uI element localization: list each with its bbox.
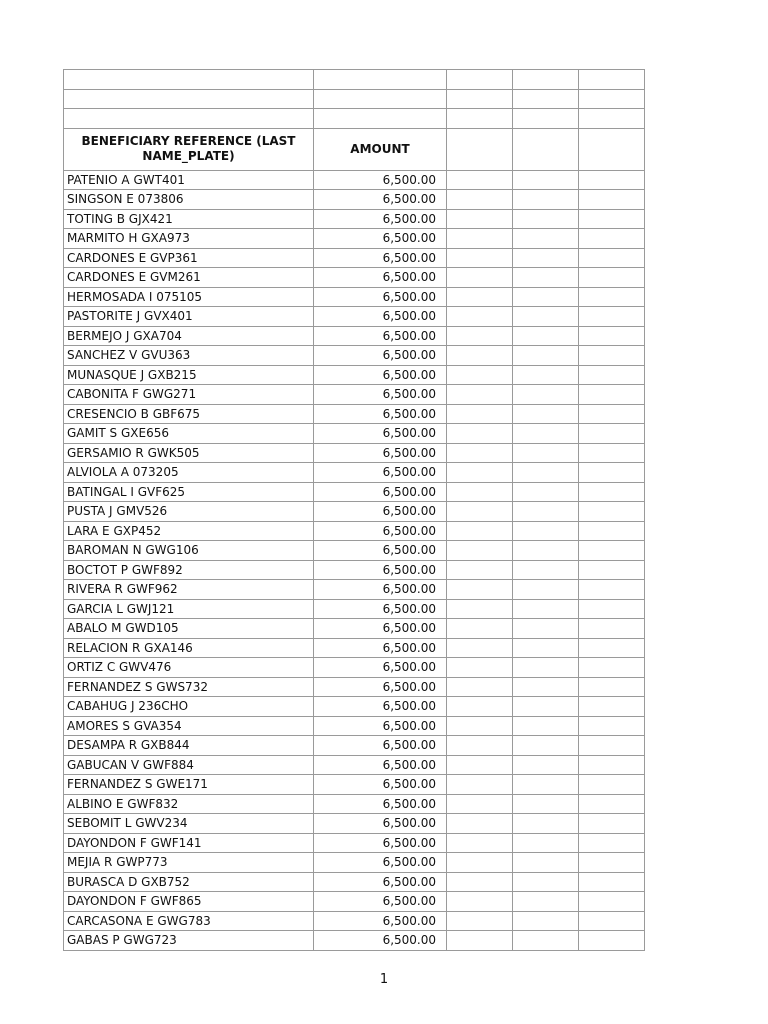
table-row bbox=[64, 833, 645, 853]
amount-cell: 6,500.00 bbox=[314, 307, 447, 327]
amount-cell: 6,500.00 bbox=[314, 853, 447, 873]
empty-cell bbox=[447, 404, 513, 424]
empty-cell bbox=[513, 833, 579, 853]
empty-cell bbox=[579, 248, 645, 268]
empty-cell bbox=[447, 911, 513, 931]
empty-cell bbox=[579, 931, 645, 951]
beneficiary-table bbox=[63, 69, 645, 951]
empty-cell bbox=[447, 658, 513, 678]
amount-cell: 6,500.00 bbox=[314, 443, 447, 463]
table-row bbox=[64, 931, 645, 951]
amount-cell: 6,500.00 bbox=[314, 833, 447, 853]
empty-cell bbox=[447, 424, 513, 444]
empty-cell bbox=[579, 755, 645, 775]
empty-cell bbox=[513, 365, 579, 385]
amount-cell: 6,500.00 bbox=[314, 404, 447, 424]
beneficiary-cell: TOTING B GJX421 bbox=[64, 209, 314, 229]
amount-cell: 6,500.00 bbox=[314, 775, 447, 795]
empty-cell bbox=[513, 443, 579, 463]
empty-cell bbox=[447, 677, 513, 697]
table-row bbox=[64, 190, 645, 210]
empty-cell bbox=[447, 268, 513, 288]
empty-cell bbox=[579, 89, 645, 109]
amount-cell: 6,500.00 bbox=[314, 346, 447, 366]
amount-cell: 6,500.00 bbox=[314, 463, 447, 483]
empty-cell bbox=[513, 482, 579, 502]
empty-cell bbox=[579, 775, 645, 795]
empty-cell bbox=[513, 716, 579, 736]
amount-cell: 6,500.00 bbox=[314, 599, 447, 619]
empty-cell bbox=[447, 755, 513, 775]
empty-cell bbox=[447, 326, 513, 346]
empty-cell bbox=[513, 89, 579, 109]
empty-cell bbox=[447, 229, 513, 249]
empty-cell bbox=[579, 229, 645, 249]
table-row bbox=[64, 287, 645, 307]
empty-cell bbox=[513, 521, 579, 541]
empty-cell bbox=[447, 931, 513, 951]
empty-cell bbox=[579, 658, 645, 678]
table-row bbox=[64, 853, 645, 873]
amount-cell: 6,500.00 bbox=[314, 560, 447, 580]
amount-cell: 6,500.00 bbox=[314, 755, 447, 775]
amount-cell: 6,500.00 bbox=[314, 619, 447, 639]
empty-cell bbox=[579, 580, 645, 600]
empty-cell bbox=[579, 190, 645, 210]
empty-cell bbox=[579, 326, 645, 346]
amount-cell: 6,500.00 bbox=[314, 502, 447, 522]
empty-cell bbox=[513, 658, 579, 678]
empty-cell bbox=[513, 287, 579, 307]
beneficiary-cell: SANCHEZ V GVU363 bbox=[64, 346, 314, 366]
table-row bbox=[64, 716, 645, 736]
empty-cell bbox=[513, 307, 579, 327]
table-row bbox=[64, 443, 645, 463]
beneficiary-cell: GERSAMIO R GWK505 bbox=[64, 443, 314, 463]
table-row bbox=[64, 521, 645, 541]
empty-cell bbox=[579, 833, 645, 853]
empty-cell bbox=[579, 109, 645, 129]
empty-cell bbox=[447, 128, 513, 170]
empty-cell bbox=[513, 931, 579, 951]
empty-cell bbox=[447, 794, 513, 814]
empty-cell bbox=[513, 872, 579, 892]
empty-cell bbox=[579, 502, 645, 522]
empty-cell bbox=[513, 229, 579, 249]
table-row bbox=[64, 755, 645, 775]
amount-cell: 6,500.00 bbox=[314, 170, 447, 190]
table-row bbox=[64, 463, 645, 483]
empty-cell bbox=[447, 814, 513, 834]
beneficiary-cell: MEJIA R GWP773 bbox=[64, 853, 314, 873]
table-row bbox=[64, 404, 645, 424]
empty-cell bbox=[447, 190, 513, 210]
empty-cell bbox=[579, 209, 645, 229]
amount-cell: 6,500.00 bbox=[314, 268, 447, 288]
empty-cell bbox=[579, 365, 645, 385]
empty-cell bbox=[579, 892, 645, 912]
amount-cell: 6,500.00 bbox=[314, 521, 447, 541]
table-row bbox=[64, 599, 645, 619]
table-row bbox=[64, 424, 645, 444]
empty-cell bbox=[447, 170, 513, 190]
empty-cell bbox=[447, 521, 513, 541]
empty-cell bbox=[513, 619, 579, 639]
table-row bbox=[64, 385, 645, 405]
empty-cell bbox=[447, 619, 513, 639]
table-row bbox=[64, 677, 645, 697]
table-row bbox=[64, 209, 645, 229]
beneficiary-cell: DAYONDON F GWF141 bbox=[64, 833, 314, 853]
table-row bbox=[64, 541, 645, 561]
table-row bbox=[64, 229, 645, 249]
beneficiary-cell: BOCTOT P GWF892 bbox=[64, 560, 314, 580]
empty-cell bbox=[579, 814, 645, 834]
empty-cell bbox=[513, 128, 579, 170]
amount-cell: 6,500.00 bbox=[314, 424, 447, 444]
beneficiary-cell: CARCASONA E GWG783 bbox=[64, 911, 314, 931]
amount-cell: 6,500.00 bbox=[314, 794, 447, 814]
empty-cell bbox=[579, 853, 645, 873]
beneficiary-cell: BAROMAN N GWG106 bbox=[64, 541, 314, 561]
empty-cell bbox=[64, 70, 314, 90]
beneficiary-cell: ALBINO E GWF832 bbox=[64, 794, 314, 814]
empty-cell bbox=[579, 404, 645, 424]
empty-cell bbox=[513, 248, 579, 268]
table-row bbox=[64, 911, 645, 931]
empty-cell bbox=[513, 170, 579, 190]
empty-cell bbox=[579, 307, 645, 327]
empty-cell bbox=[513, 892, 579, 912]
empty-cell bbox=[579, 599, 645, 619]
amount-cell: 6,500.00 bbox=[314, 892, 447, 912]
amount-cell: 6,500.00 bbox=[314, 736, 447, 756]
beneficiary-cell: AMORES S GVA354 bbox=[64, 716, 314, 736]
table-row bbox=[64, 892, 645, 912]
blank-row bbox=[64, 109, 645, 129]
amount-cell: 6,500.00 bbox=[314, 482, 447, 502]
table-row bbox=[64, 580, 645, 600]
empty-cell bbox=[579, 385, 645, 405]
column-header-beneficiary: BENEFICIARY REFERENCE (LAST NAME_PLATE) bbox=[64, 128, 314, 170]
beneficiary-cell: PUSTA J GMV526 bbox=[64, 502, 314, 522]
amount-cell: 6,500.00 bbox=[314, 365, 447, 385]
amount-cell: 6,500.00 bbox=[314, 872, 447, 892]
beneficiary-cell: BURASCA D GXB752 bbox=[64, 872, 314, 892]
table-row bbox=[64, 697, 645, 717]
amount-cell: 6,500.00 bbox=[314, 326, 447, 346]
amount-cell: 6,500.00 bbox=[314, 677, 447, 697]
table-row bbox=[64, 248, 645, 268]
amount-cell: 6,500.00 bbox=[314, 248, 447, 268]
empty-cell bbox=[314, 89, 447, 109]
empty-cell bbox=[513, 326, 579, 346]
empty-cell bbox=[64, 109, 314, 129]
empty-cell bbox=[447, 482, 513, 502]
beneficiary-cell: HERMOSADA I 075105 bbox=[64, 287, 314, 307]
empty-cell bbox=[314, 70, 447, 90]
beneficiary-cell: MARMITO H GXA973 bbox=[64, 229, 314, 249]
empty-cell bbox=[314, 109, 447, 129]
empty-cell bbox=[447, 716, 513, 736]
empty-cell bbox=[447, 541, 513, 561]
empty-cell bbox=[513, 385, 579, 405]
blank-row bbox=[64, 70, 645, 90]
empty-cell bbox=[513, 109, 579, 129]
empty-cell bbox=[447, 463, 513, 483]
empty-cell bbox=[447, 307, 513, 327]
beneficiary-cell: CABAHUG J 236CHO bbox=[64, 697, 314, 717]
empty-cell bbox=[579, 872, 645, 892]
empty-cell bbox=[513, 424, 579, 444]
empty-cell bbox=[513, 599, 579, 619]
empty-cell bbox=[579, 424, 645, 444]
beneficiary-cell: SEBOMIT L GWV234 bbox=[64, 814, 314, 834]
table-row bbox=[64, 619, 645, 639]
empty-cell bbox=[579, 638, 645, 658]
beneficiary-cell: RIVERA R GWF962 bbox=[64, 580, 314, 600]
beneficiary-cell: DESAMPA R GXB844 bbox=[64, 736, 314, 756]
amount-cell: 6,500.00 bbox=[314, 287, 447, 307]
empty-cell bbox=[513, 853, 579, 873]
empty-cell bbox=[579, 128, 645, 170]
amount-cell: 6,500.00 bbox=[314, 697, 447, 717]
amount-cell: 6,500.00 bbox=[314, 209, 447, 229]
empty-cell bbox=[513, 463, 579, 483]
amount-cell: 6,500.00 bbox=[314, 814, 447, 834]
amount-cell: 6,500.00 bbox=[314, 580, 447, 600]
empty-cell bbox=[579, 697, 645, 717]
empty-cell bbox=[513, 814, 579, 834]
empty-cell bbox=[447, 872, 513, 892]
table-row bbox=[64, 560, 645, 580]
empty-cell bbox=[513, 541, 579, 561]
table-row bbox=[64, 365, 645, 385]
table-row bbox=[64, 736, 645, 756]
empty-cell bbox=[513, 502, 579, 522]
empty-cell bbox=[447, 638, 513, 658]
amount-cell: 6,500.00 bbox=[314, 385, 447, 405]
table-row bbox=[64, 346, 645, 366]
table-row bbox=[64, 814, 645, 834]
empty-cell bbox=[579, 443, 645, 463]
blank-row bbox=[64, 89, 645, 109]
empty-cell bbox=[513, 404, 579, 424]
beneficiary-cell: BATINGAL I GVF625 bbox=[64, 482, 314, 502]
beneficiary-cell: CARDONES E GVM261 bbox=[64, 268, 314, 288]
table-row bbox=[64, 638, 645, 658]
table-row bbox=[64, 775, 645, 795]
table-row bbox=[64, 482, 645, 502]
empty-cell bbox=[579, 794, 645, 814]
beneficiary-cell: GARCIA L GWJ121 bbox=[64, 599, 314, 619]
empty-cell bbox=[513, 209, 579, 229]
beneficiary-cell: MUNASQUE J GXB215 bbox=[64, 365, 314, 385]
column-header-amount: AMOUNT bbox=[314, 128, 447, 170]
empty-cell bbox=[579, 560, 645, 580]
empty-cell bbox=[513, 268, 579, 288]
amount-cell: 6,500.00 bbox=[314, 229, 447, 249]
page-number: 1 bbox=[379, 972, 389, 987]
empty-cell bbox=[513, 775, 579, 795]
beneficiary-cell: CABONITA F GWG271 bbox=[64, 385, 314, 405]
empty-cell bbox=[579, 521, 645, 541]
empty-cell bbox=[513, 794, 579, 814]
empty-cell bbox=[579, 287, 645, 307]
beneficiary-cell: RELACION R GXA146 bbox=[64, 638, 314, 658]
empty-cell bbox=[579, 70, 645, 90]
table-row bbox=[64, 502, 645, 522]
beneficiary-cell: FERNANDEZ S GWS732 bbox=[64, 677, 314, 697]
empty-cell bbox=[64, 89, 314, 109]
table-row bbox=[64, 307, 645, 327]
empty-cell bbox=[579, 482, 645, 502]
empty-cell bbox=[579, 716, 645, 736]
table-row bbox=[64, 268, 645, 288]
empty-cell bbox=[513, 677, 579, 697]
beneficiary-cell: ALVIOLA A 073205 bbox=[64, 463, 314, 483]
empty-cell bbox=[447, 736, 513, 756]
empty-cell bbox=[447, 209, 513, 229]
empty-cell bbox=[579, 619, 645, 639]
amount-cell: 6,500.00 bbox=[314, 190, 447, 210]
empty-cell bbox=[447, 892, 513, 912]
empty-cell bbox=[513, 697, 579, 717]
amount-cell: 6,500.00 bbox=[314, 638, 447, 658]
beneficiary-cell: CARDONES E GVP361 bbox=[64, 248, 314, 268]
empty-cell bbox=[513, 755, 579, 775]
empty-cell bbox=[447, 89, 513, 109]
table-row bbox=[64, 872, 645, 892]
empty-cell bbox=[579, 677, 645, 697]
empty-cell bbox=[513, 70, 579, 90]
empty-cell bbox=[579, 736, 645, 756]
empty-cell bbox=[579, 463, 645, 483]
empty-cell bbox=[579, 170, 645, 190]
header-row bbox=[64, 128, 645, 170]
beneficiary-cell: LARA E GXP452 bbox=[64, 521, 314, 541]
empty-cell bbox=[447, 580, 513, 600]
empty-cell bbox=[447, 70, 513, 90]
empty-cell bbox=[579, 911, 645, 931]
beneficiary-cell: PASTORITE J GVX401 bbox=[64, 307, 314, 327]
empty-cell bbox=[579, 346, 645, 366]
empty-cell bbox=[447, 775, 513, 795]
empty-cell bbox=[447, 346, 513, 366]
beneficiary-cell: BERMEJO J GXA704 bbox=[64, 326, 314, 346]
table-row bbox=[64, 794, 645, 814]
table-row bbox=[64, 326, 645, 346]
empty-cell bbox=[513, 638, 579, 658]
empty-cell bbox=[513, 560, 579, 580]
empty-cell bbox=[447, 385, 513, 405]
beneficiary-cell: FERNANDEZ S GWE171 bbox=[64, 775, 314, 795]
empty-cell bbox=[447, 833, 513, 853]
beneficiary-cell: GAMIT S GXE656 bbox=[64, 424, 314, 444]
beneficiary-cell: ABALO M GWD105 bbox=[64, 619, 314, 639]
empty-cell bbox=[447, 599, 513, 619]
empty-cell bbox=[447, 697, 513, 717]
empty-cell bbox=[579, 268, 645, 288]
empty-cell bbox=[447, 248, 513, 268]
empty-cell bbox=[447, 365, 513, 385]
amount-cell: 6,500.00 bbox=[314, 716, 447, 736]
beneficiary-cell: SINGSON E 073806 bbox=[64, 190, 314, 210]
beneficiary-cell: DAYONDON F GWF865 bbox=[64, 892, 314, 912]
empty-cell bbox=[447, 109, 513, 129]
empty-cell bbox=[513, 580, 579, 600]
empty-cell bbox=[513, 346, 579, 366]
empty-cell bbox=[513, 190, 579, 210]
amount-cell: 6,500.00 bbox=[314, 911, 447, 931]
amount-cell: 6,500.00 bbox=[314, 658, 447, 678]
amount-cell: 6,500.00 bbox=[314, 931, 447, 951]
beneficiary-cell: CRESENCIO B GBF675 bbox=[64, 404, 314, 424]
empty-cell bbox=[579, 541, 645, 561]
empty-cell bbox=[447, 853, 513, 873]
amount-cell: 6,500.00 bbox=[314, 541, 447, 561]
beneficiary-cell: GABAS P GWG723 bbox=[64, 931, 314, 951]
table-row bbox=[64, 170, 645, 190]
empty-cell bbox=[513, 736, 579, 756]
empty-cell bbox=[447, 560, 513, 580]
beneficiary-cell: ORTIZ C GWV476 bbox=[64, 658, 314, 678]
empty-cell bbox=[447, 502, 513, 522]
table-row bbox=[64, 658, 645, 678]
empty-cell bbox=[513, 911, 579, 931]
beneficiary-cell: PATENIO A GWT401 bbox=[64, 170, 314, 190]
empty-cell bbox=[447, 443, 513, 463]
empty-cell bbox=[447, 287, 513, 307]
beneficiary-cell: GABUCAN V GWF884 bbox=[64, 755, 314, 775]
